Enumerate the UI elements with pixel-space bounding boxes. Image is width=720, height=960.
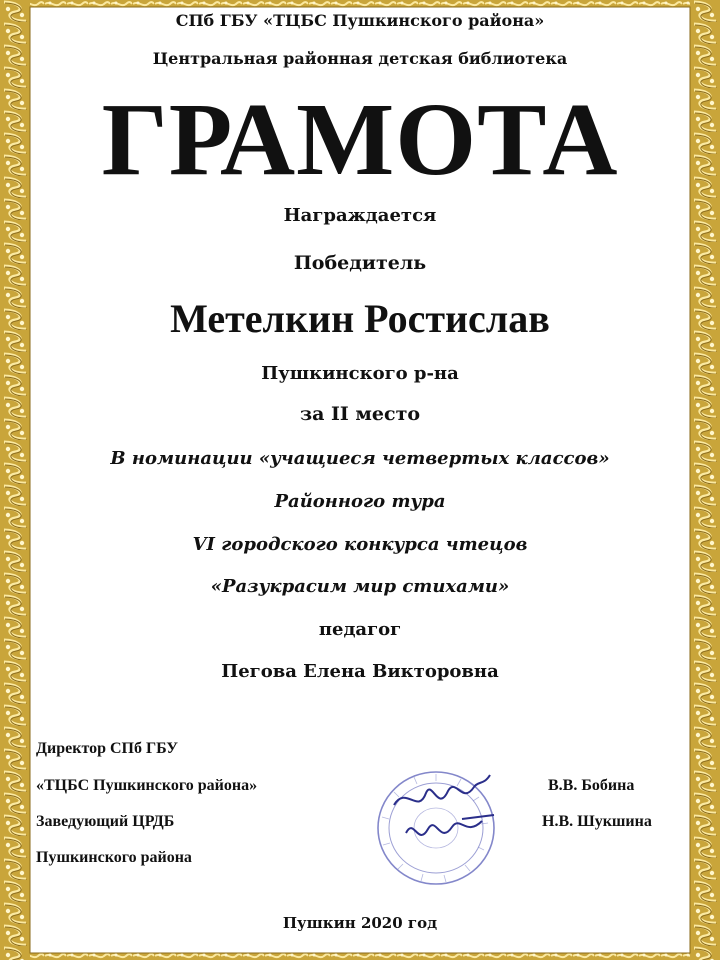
- recipient-name: Метелкин Ростислав: [170, 296, 550, 341]
- tour-text: Районного тура: [274, 491, 446, 512]
- nomination-text: В номинации «учащиеся четвертых классов»: [110, 448, 610, 469]
- head-name: Н.В. Шукшина: [542, 813, 652, 830]
- official-stamp-seal: [366, 765, 506, 890]
- award-place: за II место: [299, 403, 421, 425]
- winner-label: Победитель: [293, 252, 427, 274]
- awarded-label: Награждается: [283, 205, 437, 226]
- director-title-line1: Директор СПб ГБУ: [36, 740, 178, 757]
- teacher-label: педагог: [318, 619, 402, 640]
- director-title-line2: «ТЦБС Пушкинского района»: [36, 777, 258, 794]
- head-title-line1: Заведующий ЦРДБ: [36, 813, 175, 830]
- teacher-name: Пегова Елена Викторовна: [221, 661, 499, 682]
- organization-name: СПб ГБУ «ТЦБС Пушкинского района»: [175, 11, 545, 30]
- certificate-year: Пушкин 2020 год: [282, 914, 438, 932]
- head-title-line2: Пушкинского района: [36, 849, 192, 866]
- contest-text: VI городского конкурса чтецов: [192, 534, 528, 555]
- certificate-content: [30, 0, 690, 960]
- library-name: Центральная районная детская библиотека: [152, 49, 568, 68]
- certificate-title: ГРАМОТА: [101, 82, 619, 197]
- recipient-district: Пушкинского р-на: [261, 363, 459, 384]
- contest-motto: «Разукрасим мир стихами»: [210, 576, 510, 597]
- director-name: В.В. Бобина: [548, 777, 635, 794]
